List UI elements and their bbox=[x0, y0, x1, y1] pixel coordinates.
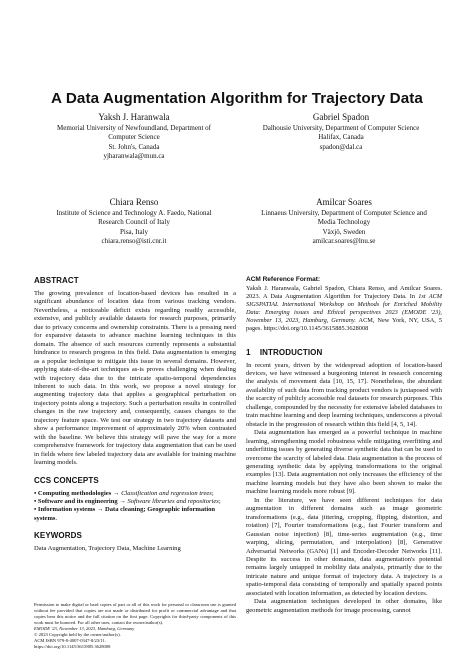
venue-line: EMODE '23, November 13, 2023, Hamburg, Germany bbox=[34, 626, 135, 631]
author-block-2 bbox=[240, 112, 442, 152]
author-location: Växjö, Sweden bbox=[322, 227, 366, 236]
author-affiliation: Media Technology bbox=[317, 218, 371, 227]
left-column bbox=[34, 276, 236, 554]
author-location: Pisa, Italy bbox=[120, 227, 148, 236]
author-affiliation: Linnaeus University, Department of Computer Science and bbox=[261, 209, 427, 217]
author-location: Halifax, Canada bbox=[318, 133, 364, 142]
ccs-heading: CCS CONCEPTS bbox=[34, 475, 99, 485]
author-affiliation: Computer Science bbox=[108, 133, 160, 142]
author-block-3 bbox=[28, 197, 240, 247]
author-name: Gabriel Spadon bbox=[312, 112, 370, 122]
author-block-4 bbox=[238, 197, 450, 247]
author-email: yjharanwala@mun.ca bbox=[103, 152, 165, 161]
author-email: spadon@dal.ca bbox=[319, 142, 363, 151]
author-affiliation: Institute of Science and Technology A. Faedo, National bbox=[56, 209, 212, 217]
isbn-line: ACM ISBN 979-8-4007-0347-8/23/11. bbox=[34, 638, 106, 643]
author-email: amilcar.soares@lnu.se bbox=[312, 237, 376, 246]
author-name: Amilcar Soares bbox=[316, 197, 372, 207]
intro-paragraph: In the literature, we have seen different techniques for data augmentation in different domains such as image geometric transformations (e.g., data jittering, cropping, flipping, distortion, and rotation) [7], Fourier transformations (e.g., fast Fourier transform and Gaussian noise injection) [8], time-series augmentation (e.g., time warping, slicing, permutation, and interpolation) [8], Generative Adversarial Networks (GANs) [1] and Encoder-Decoder Networks [11]. Despite its success in other domains, data augmentation's potential remains largely untapped in mobility data analysis, primarily due to the intricate nature and unique format of trajectory data. A trajectory is a spatio-temporal data consisting of temporally and spatially spaced points associated with location information, as detected by location devices. bbox=[246, 496, 442, 597]
author-name: Yaksh J. Haranwala bbox=[98, 112, 170, 122]
author-affiliation: Dalhousie University, Department of Computer Science bbox=[262, 124, 420, 132]
ccs-item: • Information systems → Data cleaning; Geographic information systems. bbox=[34, 506, 216, 522]
permission-notice bbox=[34, 602, 236, 650]
copyright-line: © 2023 Copyright held by the owner/author(s). bbox=[34, 632, 121, 637]
abstract-heading: ABSTRACT bbox=[34, 276, 79, 285]
introduction-heading: 1 INTRODUCTION bbox=[246, 347, 323, 357]
doi-line: https://doi.org/10.1145/3615885.3628008 bbox=[34, 644, 111, 649]
keywords-heading: KEYWORDS bbox=[34, 531, 82, 541]
author-name: Chiara Renso bbox=[109, 197, 159, 207]
reference-format-text: Yaksh J. Haranwala, Gabriel Spadon, Chiara Renso, and Amilcar Soares. 2023. A Data Augmentation Algorithm for Trajectory Data. In 1st ACM SIGSPATIAL International Workshop on Methods for Enriched Mobility Data: Emerging issues and Ethical perspectives 2023 (EMODE '23), November 13, 2023, Hamburg, Germany. ACM, New York, NY, USA, 5 pages. https://doi.org/10.1145/3615885.3628008 bbox=[246, 285, 442, 333]
author-location: St. John's, Canada bbox=[108, 142, 160, 151]
paper-title: A Data Augmentation Algorithm for Trajectory Data bbox=[51, 90, 423, 107]
keywords-text: Data Augmentation, Trajectory Data, Machine Learning bbox=[34, 545, 181, 553]
ccs-item: • Computing methodologies → Classification and regression trees; bbox=[34, 489, 214, 497]
author-block-1 bbox=[34, 112, 234, 162]
author-email: chiara.renso@isti.cnr.it bbox=[101, 237, 167, 246]
author-affiliation: Research Council of Italy bbox=[98, 218, 170, 227]
intro-paragraph: Data augmentation techniques developed in other domains, like geometric augmentation methods for image processing, cannot bbox=[246, 598, 442, 614]
permission-text: Permission to make digital or hard copies of part or all of this work for personal or classroom use is granted without fee provided that copies are not made or distributed for profit or commercial advantage and that copies bear this notice and the full citation on the first page. Copyrights for third-party components of this work must be honored. For all other uses, contact the owner/author(s). bbox=[34, 602, 236, 625]
right-column bbox=[246, 276, 442, 615]
reference-format-heading: ACM Reference Format: bbox=[246, 276, 321, 283]
intro-paragraph: In recent years, driven by the widespread adoption of location-based devices, we have witnessed a burgeoning interest in research concerning the analysis of movement data [10, 15, 17]. Nonetheless, the abundant availability of such data from tracking product vendors is juxtaposed with the scarcity of publicly accessible real datasets for research purposes. This challenge, compounded by the necessity for extensive labeled databases to train machine learning and deep learning techniques, underscores a pivotal obstacle in the progression of research within this field [4, 5, 14]. bbox=[246, 361, 442, 428]
abstract-text: The growing prevalence of location-based devices has resulted in a significant abundance of location data from various tracking vendors. Nevertheless, a noticeable deficit exists regarding readily accessible, extensive, and publicly available datasets for research purposes, primarily due to privacy concerns and ownership constraints. There is a pressing need for expansive datasets to advance machine learning techniques in this domain. The absence of such resources currently represents a substantial hindrance to research progress in this field. Data augmentation is emerging as a popular technique to mitigate this issue in several domains. However, applying state-of-the-art techniques as-is proves challenging when dealing with trajectory data due to the intricate spatio-temporal dependencies inherent to such data. In this work, we propose a novel strategy for augmenting trajectory data that applies a geographical perturbation on trajectory points along a trajectory. Such a perturbation results in controlled changes in the raw trajectory and, consequently, causes changes to the trajectory feature space. We test our strategy in two trajectory datasets and show a performance improvement of approximately 20% when contrasted with the baseline. We believe this strategy will pave the way for a more comprehensive framework for trajectory data augmentation that can be used in fields where few labeled trajectory data are available for training machine learning models. bbox=[34, 290, 236, 467]
intro-paragraph: Data augmentation has emerged as a powerful technique in machine learning, strengthening model robustness while mitigating overfitting and underfitting issues by generating diverse synthetic data that can be used to overcome the scarcity of labeled data. Data augmentation is the process of generating synthetic data by applying transformations to the original examples [13]. Data augmentation not only increases the efficiency of the machine learning models but they have also been shown to make the machine learning models more robust [9]. bbox=[246, 429, 442, 496]
author-affiliation: Memorial University of Newfoundland, Department of bbox=[57, 124, 211, 132]
ccs-item: • Software and its engineering → Software libraries and repositories; bbox=[34, 497, 221, 505]
